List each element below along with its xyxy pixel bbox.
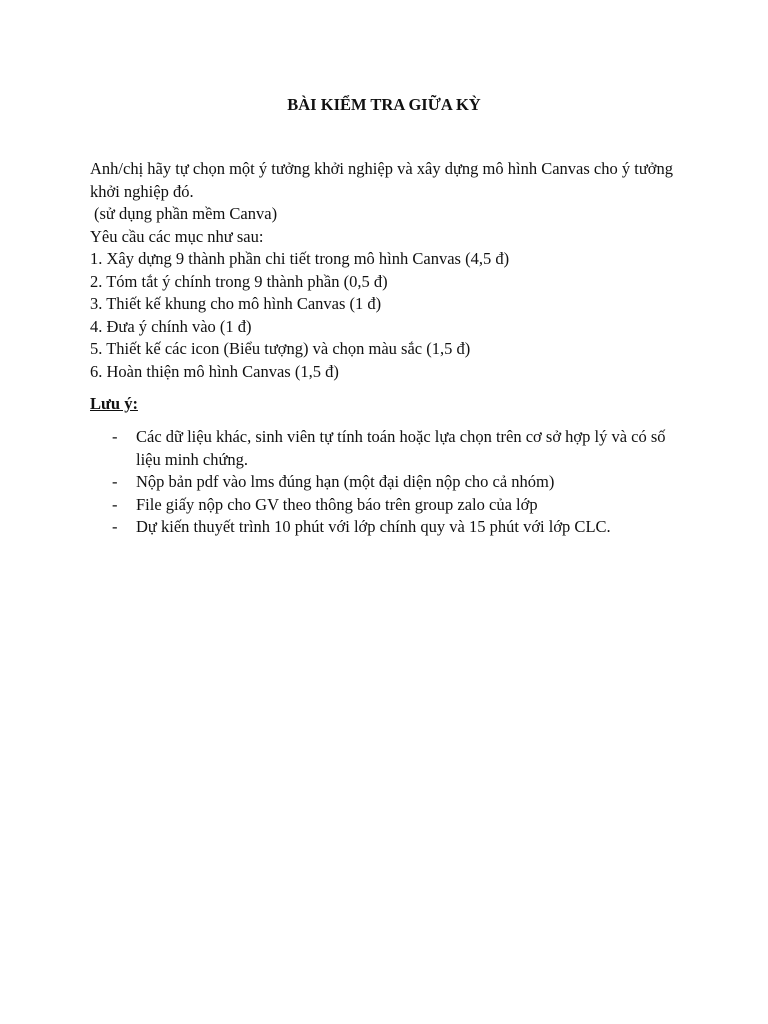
requirements-heading: Yêu cầu các mục như sau: <box>90 226 264 246</box>
requirement-item-5: 5. Thiết kế các icon (Biểu tượng) và chọn màu sắc (1,5 đ) <box>90 339 471 358</box>
note-text: Nộp bản pdf vào lms đúng hạn (một đại diện nộp cho cả nhóm) <box>136 472 555 491</box>
requirement-item-2: 2. Tóm tắt ý chính trong 9 thành phần (0,5 đ) <box>90 271 388 291</box>
document-title: BÀI KIỂM TRA GIỮA KỲ <box>287 95 481 114</box>
bullet-dash: - <box>112 517 118 536</box>
intro-paragraph: Anh/chị hãy tự chọn một ý tưởng khởi nghiệp và xây dựng mô hình Canvas cho ý tưởng khởi nghiệp đó. <box>90 159 674 201</box>
note-item-2 <box>90 471 690 494</box>
notes-list <box>90 426 690 539</box>
bullet-dash: - <box>112 494 118 514</box>
requirement-item-1: 1. Xây dựng 9 thành phần chi tiết trong mô hình Canvas (4,5 đ) <box>90 249 510 268</box>
note-text: Dự kiến thuyết trình 10 phút với lớp chính quy và 15 phút với lớp CLC. <box>136 517 611 536</box>
software-note: (sử dụng phần mềm Canva) <box>94 204 278 223</box>
bullet-dash: - <box>112 427 118 446</box>
requirement-item-3: 3. Thiết kế khung cho mô hình Canvas (1 đ) <box>90 294 382 313</box>
requirement-item-6: 6. Hoàn thiện mô hình Canvas (1,5 đ) <box>90 361 339 381</box>
assignment-body <box>90 158 680 383</box>
note-item-3 <box>90 494 690 517</box>
note-item-4 <box>90 516 690 539</box>
bullet-dash: - <box>112 472 118 491</box>
note-text: Các dữ liệu khác, sinh viên tự tính toán hoặc lựa chọn trên cơ sở hợp lý và có số liệu minh chứng. <box>136 427 666 469</box>
note-text: File giấy nộp cho GV theo thông báo trên group zalo của lớp <box>136 494 538 514</box>
requirement-item-4: 4. Đưa ý chính vào (1 đ) <box>90 316 252 336</box>
note-item-1 <box>90 426 690 471</box>
note-heading: Lưu ý: <box>90 394 138 413</box>
